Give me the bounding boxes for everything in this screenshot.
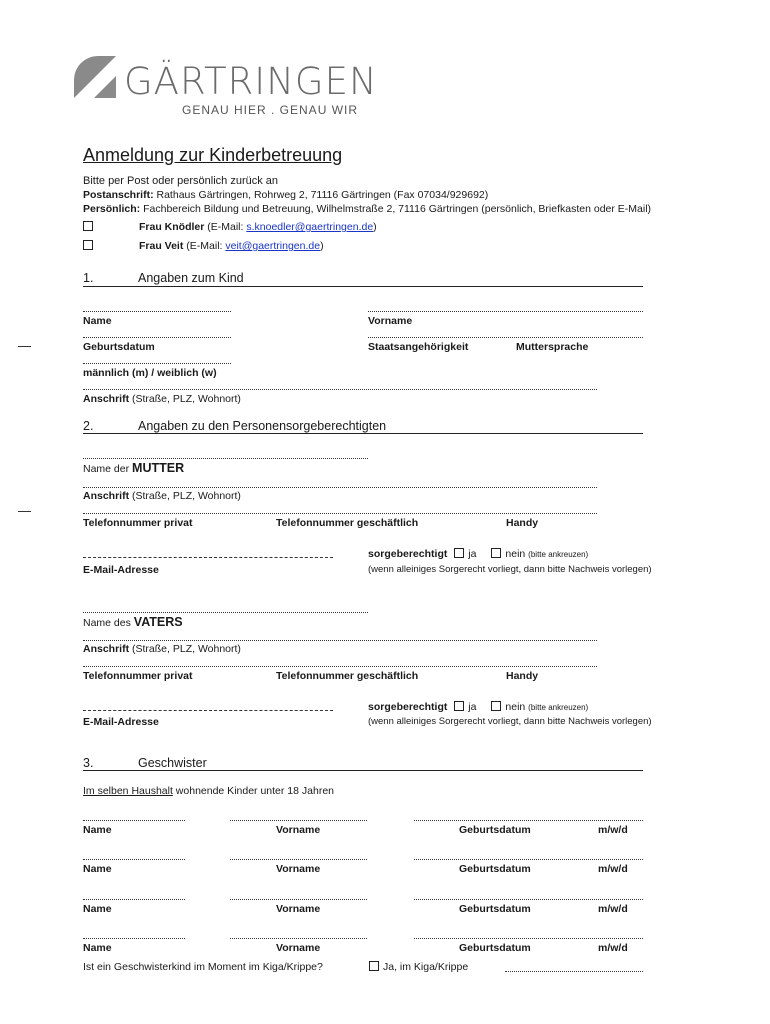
checkbox[interactable] [83,221,93,231]
label-mutter: Name der MUTTER [83,461,185,475]
label-geburtsdatum: Geburtsdatum [83,341,155,353]
label-mwd: m/w/d [598,903,628,915]
section-3-rule [83,770,643,771]
nachweis-note: (wenn alleiniges Sorgerecht vorliegt, dann bitte Nachweis vorlegen) [368,716,652,727]
label-mwd: m/w/d [598,942,628,954]
sibling-geburtsdatum-line[interactable] [414,859,643,860]
section-3-number: 3. [83,756,94,770]
label-vorname: Vorname [276,942,321,954]
section-1-title: Angaben zum Kind [138,271,244,285]
label-name: Name [83,942,112,954]
email-link[interactable]: s.knoedler@gaertringen.de [246,221,374,233]
label-name: Name [83,863,112,875]
label-vater-anschrift: Anschrift (Straße, PLZ, Wohnort) [83,643,241,655]
label-muttersprache: Muttersprache [516,341,589,353]
mutter-name-line[interactable] [83,458,368,459]
geschlecht-line[interactable] [83,363,231,364]
label-handy: Handy [506,517,539,529]
logo-tagline: GENAU HIER . GENAU WIR [182,103,359,117]
label-mwd: m/w/d [598,824,628,836]
checkbox-kiga[interactable] [369,961,379,971]
page-title: Anmeldung zur Kinderbetreuung [83,145,343,165]
label-tel-privat: Telefonnummer privat [83,670,193,682]
label-vorname: Vorname [276,863,321,875]
sibling-geburtsdatum-line[interactable] [414,820,643,821]
label-geburtsdatum: Geburtsdatum [459,903,531,915]
checkbox-ja[interactable] [454,548,464,558]
anschrift-line[interactable] [83,389,597,390]
label-mwd: m/w/d [598,863,628,875]
kiga-line[interactable] [505,971,643,972]
section-2-rule [83,433,643,434]
sibling-geburtsdatum-line[interactable] [414,938,643,939]
section-2-number: 2. [83,419,94,433]
email-link[interactable]: veit@gaertringen.de [225,240,321,252]
checkbox-ja[interactable] [454,701,464,711]
label-anschrift: Anschrift (Straße, PLZ, Wohnort) [83,393,241,405]
logo-wordmark: GÄRTRINGEN [124,60,378,103]
geschwister-intro: Im selben Haushalt wohnende Kinder unter 18 Jahren [83,785,335,797]
vater-name-line[interactable] [83,612,368,613]
label-email: E-Mail-Adresse [83,716,159,728]
contact-knoedler: Frau Knödler (E-Mail: s.knoedler@gaertringen.de) [83,221,97,233]
vater-email-line[interactable] [83,710,333,711]
label-vorname: Vorname [276,824,321,836]
vorname-line[interactable] [368,311,643,312]
staatsangehoerigkeit-line[interactable] [368,337,643,338]
checkbox[interactable] [83,240,93,250]
persoenlich: Persönlich: Fachbereich Bildung und Betreuung, Wilhelmstraße 2, 71116 Gärtringen (persönlich, Briefkasten oder E-Mail) [83,203,652,215]
label-tel-geschaeft: Telefonnummer geschäftlich [276,670,419,682]
label-name: Name [83,315,112,327]
sibling-vorname-line[interactable] [230,820,367,821]
label-geburtsdatum: Geburtsdatum [459,824,531,836]
section-1-number: 1. [83,271,94,285]
label-tel-privat: Telefonnummer privat [83,517,193,529]
geburtsdatum-line[interactable] [83,337,231,338]
logo [72,52,378,122]
logo-mark-icon [72,54,120,102]
kiga-answer: Ja, im Kiga/Krippe [369,961,468,973]
checkbox-nein[interactable] [491,548,501,558]
sibling-name-line[interactable] [83,859,185,860]
section-2-title: Angaben zu den Personensorgeberechtigten [138,419,387,433]
vater-sorgeberechtigt: sorgeberechtigt ja nein (bitte ankreuzen) [368,701,589,713]
sibling-name-line[interactable] [83,938,185,939]
label-tel-geschaeft: Telefonnummer geschäftlich [276,517,419,529]
mutter-sorgeberechtigt: sorgeberechtigt ja nein (bitte ankreuzen) [368,548,589,560]
checkbox-nein[interactable] [491,701,501,711]
label-name: Name [83,824,112,836]
section-3-title: Geschwister [138,756,207,770]
sibling-geburtsdatum-line[interactable] [414,899,643,900]
sibling-name-line[interactable] [83,820,185,821]
sibling-vorname-line[interactable] [230,859,367,860]
label-vorname: Vorname [368,315,413,327]
vater-telefon-line[interactable] [83,666,597,667]
mutter-email-line[interactable] [83,557,333,558]
label-geschlecht: männlich (m) / weiblich (w) [83,367,217,379]
label-handy: Handy [506,670,539,682]
vater-anschrift-line[interactable] [83,640,597,641]
label-vorname: Vorname [276,903,321,915]
mutter-anschrift-line[interactable] [83,487,597,488]
label-email: E-Mail-Adresse [83,564,159,576]
section-1-rule [83,286,643,287]
mutter-telefon-line[interactable] [83,513,597,514]
name-line[interactable] [83,311,231,312]
contact-veit: Frau Veit (E-Mail: veit@gaertringen.de) [83,240,97,252]
postanschrift: Postanschrift: Rathaus Gärtringen, Rohrweg 2, 71116 Gärtringen (Fax 07034/929692) [83,189,489,201]
sibling-vorname-line[interactable] [230,899,367,900]
fold-mark [18,511,31,512]
label-vater: Name des VATERS [83,615,183,629]
intro-line: Bitte per Post oder persönlich zurück an [83,175,279,187]
sibling-name-line[interactable] [83,899,185,900]
kiga-question: Ist ein Geschwisterkind im Moment im Kiga/Krippe? [83,961,323,973]
label-staatsangehoerigkeit: Staatsangehörigkeit [368,341,469,353]
label-geburtsdatum: Geburtsdatum [459,942,531,954]
label-name: Name [83,903,112,915]
fold-mark [18,346,31,347]
sibling-vorname-line[interactable] [230,938,367,939]
nachweis-note: (wenn alleiniges Sorgerecht vorliegt, dann bitte Nachweis vorlegen) [368,564,652,575]
label-geburtsdatum: Geburtsdatum [459,863,531,875]
label-mutter-anschrift: Anschrift (Straße, PLZ, Wohnort) [83,490,241,502]
